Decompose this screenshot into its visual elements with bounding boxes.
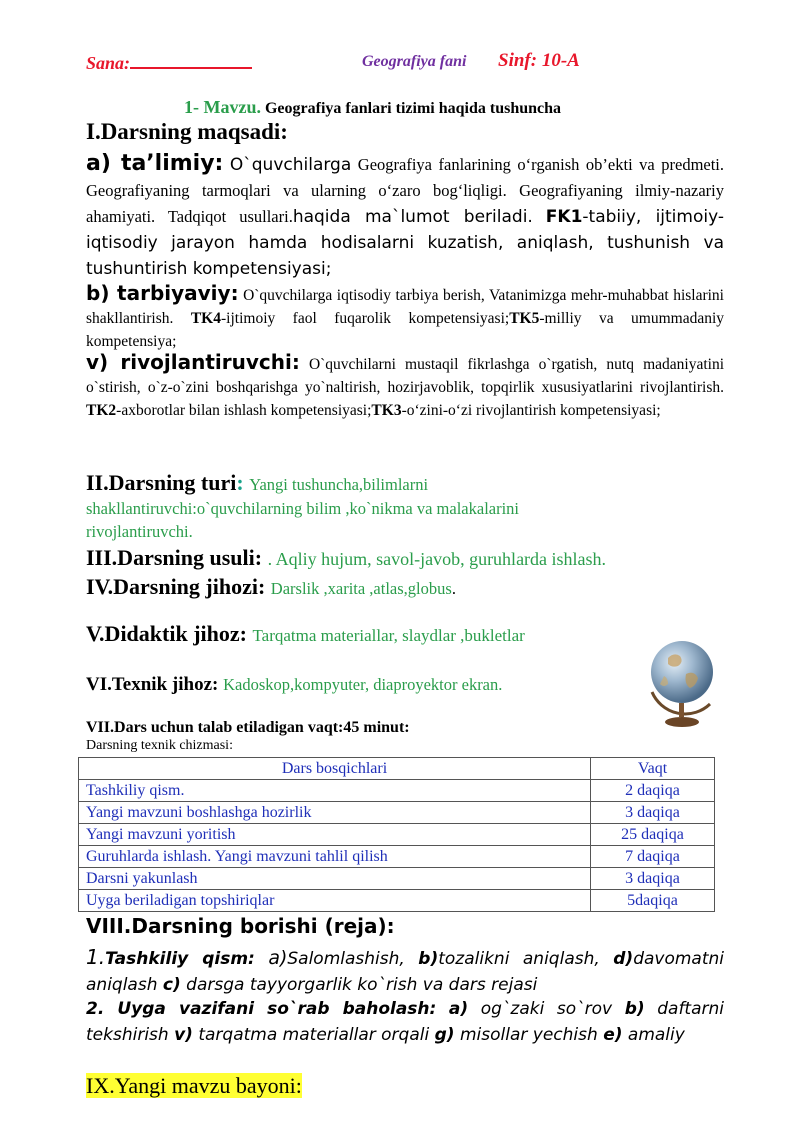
plan-option-label: e) — [603, 1025, 623, 1045]
plan-option-text: davomatni aniqlash — [86, 949, 725, 995]
stage-cell: Tashkiliy qism. — [79, 780, 591, 802]
section-method-value: . Aqliy hujum, savol-javob, guruhlarda ishlash. — [267, 549, 607, 569]
goal-developmental-label: v) rivojlantiruvchi: — [86, 350, 300, 374]
section-method-heading: III.Darsning usuli: — [86, 545, 263, 570]
goal-educational-label: a) ta’limiy: — [86, 151, 224, 176]
competence-code: TK4 — [190, 310, 221, 327]
topic-number: 1- Mavzu. — [184, 97, 261, 117]
time-cell: 5daqiqa — [591, 890, 715, 912]
section-plan-heading: VIII.Darsning borishi (reja): — [86, 914, 395, 938]
competence-text: -axborotlar bilan ishlash kompetensiyasi; — [116, 402, 372, 419]
section-didactic-heading: V.Didaktik jihoz: — [86, 621, 247, 646]
plan-option-text: misollar yechish — [459, 1025, 598, 1045]
section-goals-heading: I.Darsning maqsadi: — [86, 119, 288, 144]
plan-item-1 — [86, 944, 724, 998]
table-caption: Darsning texnik chizmasi: — [86, 738, 233, 753]
goal-educational-lead: O`quvchilarga — [229, 155, 352, 175]
plan-option-text: tarqatma materiallar orqali — [198, 1025, 430, 1045]
table-row — [79, 802, 715, 824]
time-cell: 7 daqiqa — [591, 846, 715, 868]
section-technical-heading: VI.Texnik jihoz: — [86, 674, 219, 695]
plan-option-text: amaliy — [627, 1025, 685, 1045]
stage-cell: Yangi mavzuni yoritish — [79, 824, 591, 846]
table-header-row — [79, 758, 715, 780]
time-cell: 25 daqiqa — [591, 824, 715, 846]
section-didactic — [86, 621, 525, 647]
plan-option-text: daftarni tekshirish — [86, 999, 724, 1045]
section-type-colon: : — [236, 470, 244, 495]
plan-option-label: c) — [162, 975, 181, 995]
table-row — [79, 780, 715, 802]
globe-icon — [640, 632, 724, 732]
plan-option-label: a) — [448, 999, 469, 1019]
goal-educational-tail: haqida ma`lumot beriladi. — [292, 207, 533, 227]
section-didactic-value: Tarqatma materiallar, slaydlar ,bukletlar — [252, 626, 525, 645]
section-method — [86, 545, 606, 571]
competence-code: TK3 — [371, 402, 402, 419]
plan-option-label: b) — [624, 999, 645, 1019]
time-cell: 3 daqiqa — [591, 868, 715, 890]
competence-code: TK2 — [86, 402, 117, 419]
competence-code: FK1 — [545, 207, 583, 227]
plan-item-1-title: Tashkiliy qism: — [105, 949, 255, 969]
goal-developmental — [86, 351, 724, 422]
goal-upbringing-label: b) tarbiyaviy: — [86, 281, 239, 305]
section-technical-value: Kadoskop,kompyuter, diaproyektor ekran. — [223, 675, 503, 694]
competence-text: -milliy va umummadaniy kompetensiya; — [86, 310, 725, 350]
plan-option-label: b) — [418, 949, 439, 969]
competence-text: -tabiiy, ijtimoiy-iqtisodiy jarayon hamda hodisalarni kuzatish, aniqlash, tushunish va tushuntirish kompetensiyasi; — [86, 207, 724, 279]
section-type-value-line1: Yangi tushuncha,bilimlarni — [249, 475, 429, 494]
stage-cell: Uyga beriladigan topshiriqlar — [79, 890, 591, 912]
table-row — [79, 868, 715, 890]
section-new-topic-heading: IX.Yangi mavzu bayoni: — [86, 1073, 302, 1098]
plan-item-2 — [86, 996, 724, 1048]
competence-code: TK5 — [509, 310, 540, 327]
plan-option-text: darsga tayyorgarlik ko`rish va dars rejasi — [186, 975, 538, 995]
column-header-stage: Dars bosqichlari — [79, 758, 591, 780]
plan-item-2-title: 2. Uyga vazifani so`rab baholash: — [86, 999, 437, 1019]
section-equipment — [86, 574, 456, 600]
section-technical — [86, 674, 502, 696]
stage-cell: Yangi mavzuni boshlashga hozirlik — [79, 802, 591, 824]
topic-title — [184, 97, 561, 118]
competence-text: -ijtimoiy faol fuqarolik kompetensiyasi; — [221, 310, 510, 327]
section-equipment-end: . — [451, 579, 456, 598]
section-equipment-value: Darslik ,xarita ,atlas,globus — [270, 579, 452, 598]
topic-text: Geografiya fanlari tizimi haqida tushuncha — [264, 100, 562, 117]
time-cell: 3 daqiqa — [591, 802, 715, 824]
date-blank — [130, 51, 252, 69]
goal-developmental-body: O`quvchilarni mustaqil fikrlashga o`rgatish, nutq madaniyatini o`stirish, o`z-o`zini boshqarishga yo`naltirish, hozirjavoblik, topqirlik xususiyatlarini rivojlantirish. — [86, 356, 725, 396]
goal-upbringing — [86, 282, 724, 353]
plan-option-label: a) — [268, 947, 288, 969]
competence-text: -o‘zini-o‘zi rivojlantirish kompetensiyasi; — [401, 402, 661, 419]
section-equipment-heading: IV.Darsning jihozi: — [86, 574, 266, 599]
table-row — [79, 890, 715, 912]
plan-option-text: og`zaki so`rov — [480, 999, 613, 1019]
section-new-topic — [86, 1073, 302, 1099]
subject-label: Geografiya fani — [362, 53, 467, 70]
stage-cell: Guruhlarda ishlash. Yangi mavzuni tahlil qilish — [79, 846, 591, 868]
section-time-heading: VII.Dars uchun talab etiladigan vaqt:45 minut: — [86, 719, 410, 736]
date-field — [86, 51, 252, 74]
section-type-value-line3: rivojlantiruvchi. — [86, 522, 193, 541]
table-row — [79, 846, 715, 868]
section-type-value-line2: shakllantiruvchi:o`quvchilarning bilim ,ko`nikma va malakalarini — [86, 499, 520, 518]
plan-option-label: g) — [434, 1025, 455, 1045]
goal-educational — [86, 151, 724, 282]
time-cell: 2 daqiqa — [591, 780, 715, 802]
plan-option-label: v) — [174, 1025, 193, 1045]
section-type — [86, 470, 428, 496]
table-row — [79, 824, 715, 846]
plan-option-text: Salomlashish, — [287, 949, 405, 969]
date-label: Sana: — [86, 53, 131, 73]
stage-cell: Darsni yakunlash — [79, 868, 591, 890]
column-header-time: Vaqt — [591, 758, 715, 780]
goal-educational-body: Geografiya fanlarining o‘rganish ob’ekti va predmeti. Geografiyaning tarmoqlari va ularning o‘zaro bog‘liqligi. Geografiyaning ilmiy-nazariy ahamiyati. Tadqiqot usullari. — [86, 155, 725, 226]
plan-option-label: d) — [613, 949, 634, 969]
plan-item-1-number: 1. — [86, 945, 106, 969]
grade-label: Sinf: 10-A — [498, 50, 580, 71]
lesson-plan-table — [78, 757, 715, 912]
plan-option-text: tozalikni aniqlash, — [438, 949, 600, 969]
goal-upbringing-body: O`quvchilarga iqtisodiy tarbiya berish, Vatanimizga mehr-muhabbat hislarini shakllantirish. — [86, 287, 724, 327]
section-type-heading: II.Darsning turi — [86, 470, 237, 495]
